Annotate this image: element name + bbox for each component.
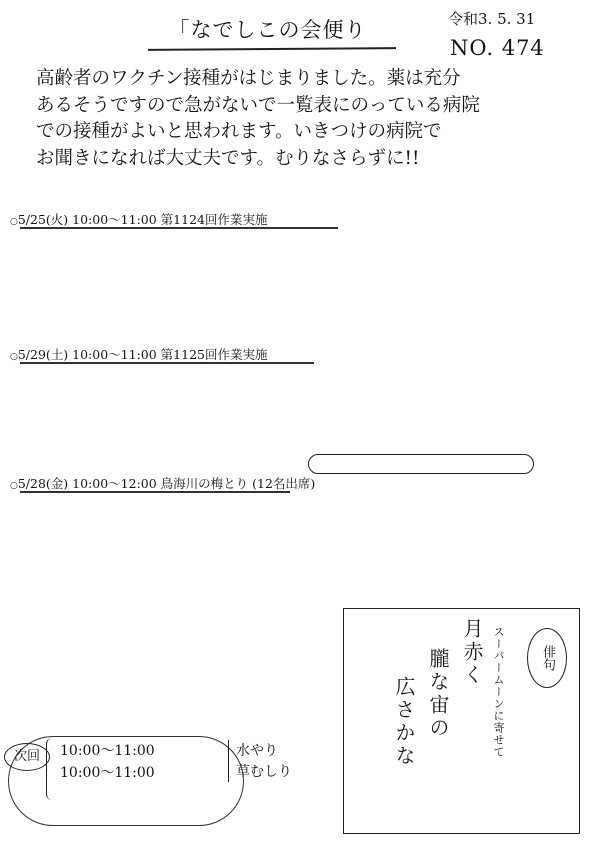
intro-line: での接種がよいと思われます。いきつけの病院で (36, 121, 442, 142)
body-line (36, 546, 580, 563)
body-line (36, 298, 580, 315)
intro-line: あるそうですので急がないで一覧表にのっている病院 (36, 94, 480, 116)
body-line (32, 431, 580, 448)
contact-phone (308, 454, 534, 474)
schedule-right-bracket (222, 740, 229, 782)
body-line (32, 365, 580, 382)
body-line (32, 398, 580, 415)
heading-underline (20, 362, 314, 364)
intro-line: 高齢者のワクチン接種がはじまりました。薬は充分 (36, 68, 461, 89)
section-body (10, 232, 580, 331)
haiku-line-3: 広さかな (392, 676, 416, 768)
intro-paragraph (36, 66, 576, 172)
issue-number: NO. 474 (450, 36, 545, 60)
bullet-icon: ○ (10, 217, 18, 227)
title-underline (148, 47, 396, 51)
schedule-row: 10:00〜11:00 (60, 743, 155, 759)
bullet-icon: ○ (10, 481, 18, 491)
schedule-bracket (46, 738, 55, 800)
haiku-subtitle: スーパームーンに寄せて (492, 626, 505, 758)
body-line (36, 282, 580, 299)
body-line (36, 496, 580, 513)
bullet-icon: ○ (10, 352, 18, 362)
report-section-2 (10, 345, 580, 448)
task-watering: 水やり (236, 743, 278, 759)
body-line (32, 415, 580, 432)
heading-underline (20, 227, 338, 229)
next-schedule (60, 740, 155, 784)
next-label: 次回 (4, 743, 50, 771)
newsletter-title: 「なでしこの会便り (168, 18, 367, 42)
section-heading: ○5/28(金) 10:00〜12:00 鳥海川の梅とり (12名出席) (10, 476, 316, 491)
body-line (36, 265, 580, 282)
haiku-tag: 俳句 (527, 628, 567, 688)
issue-date: 令和3. 5. 31 (448, 10, 536, 28)
body-line (32, 382, 580, 399)
body-line (36, 315, 580, 332)
task-weeding: 草むしり (236, 764, 292, 780)
intro-line: お聞きになれば大丈夫です。むりなさらずに!! (36, 147, 420, 169)
section-body (10, 365, 580, 448)
report-section-3 (10, 474, 580, 628)
haiku-line-2: 朧な宙の (426, 648, 450, 740)
body-line (36, 249, 580, 266)
body-line (36, 579, 580, 596)
body-line (36, 529, 580, 546)
heading-underline (20, 491, 290, 493)
body-line (36, 562, 580, 579)
body-line (36, 513, 580, 530)
body-line (36, 232, 580, 249)
section-heading: ○5/29(土) 10:00〜11:00 第1125回作業実施 (10, 347, 268, 362)
schedule-row: 10:00〜11:00 (60, 765, 155, 781)
report-section-1 (10, 210, 580, 331)
section-heading: ○5/25(火) 10:00〜11:00 第1124回作業実施 (10, 212, 268, 227)
haiku-line-1: 月赤く (460, 618, 484, 687)
